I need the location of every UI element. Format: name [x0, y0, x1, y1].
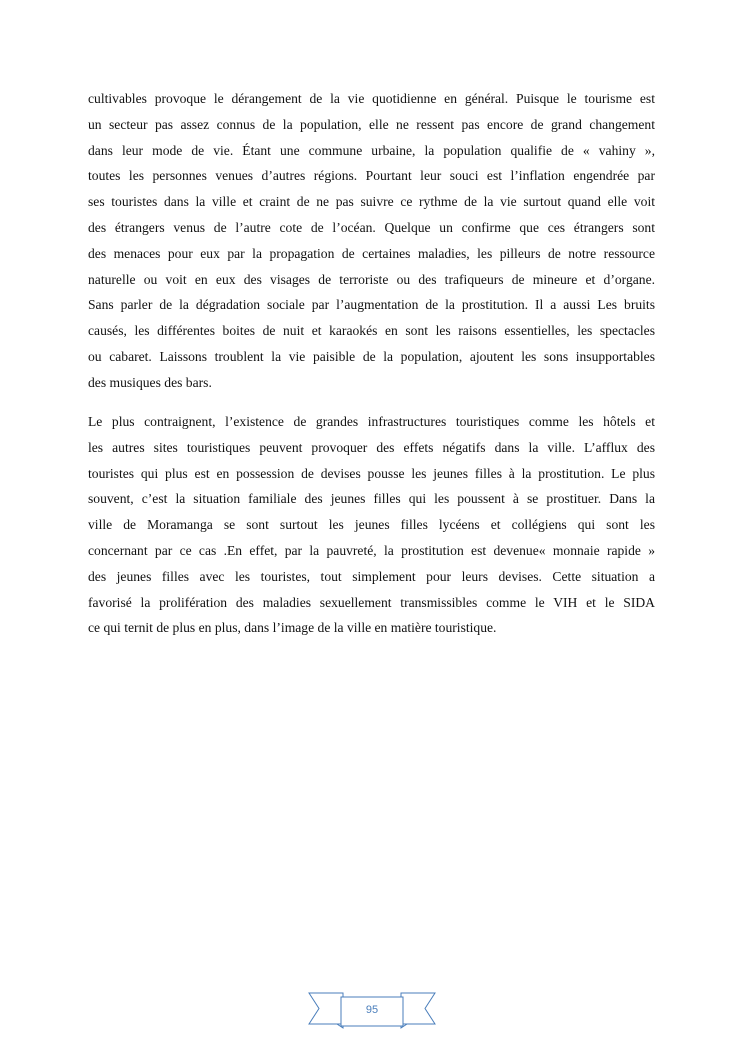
paragraph-line: cultivables provoque le dérangement de la vie quotidienne en général. Puisque le tourisme est — [88, 91, 655, 106]
paragraph-line: naturelle ou voit en eux des visages de terroriste ou des trafiqueurs de mineure et d’organe. — [88, 271, 655, 287]
paragraph-line: favorisé la prolifération des maladies sexuellement transmissibles comme le VIH et le SIDA — [88, 594, 655, 610]
paragraph-line: un secteur pas assez connus de la population, elle ne ressent pas encore de grand changement — [88, 116, 655, 132]
paragraph-line: concernant par ce cas .En effet, par la pauvreté, la prostitution est devenue« monnaie rapide » — [88, 542, 655, 558]
page-number-ribbon — [307, 990, 437, 1030]
paragraph-line: causés, les différentes boites de nuit et karaokés en sont les raisons essentielles, les spectacles — [88, 323, 655, 339]
paragraph-line: ses touristes dans la ville et craint de ne pas suivre ce rythme de la vie surtout quand elle voit — [88, 194, 655, 210]
paragraph-line: dans leur mode de vie. Étant une commune urbaine, la population qualifie de « vahiny », — [88, 142, 655, 158]
paragraph-line: ce qui ternit de plus en plus, dans l’image de la ville en matière touristique. — [88, 620, 497, 636]
paragraph-line: Le plus contraignent, l’existence de grandes infrastructures touristiques comme les hôtels et — [88, 414, 655, 429]
body-paragraph-2 — [88, 409, 655, 641]
paragraph-line: des étrangers venus de l’autre cote de l’océan. Quelque un confirme que ces étrangers sont — [88, 219, 655, 235]
paragraph-line: touristes qui plus est en possession de devises pousse les jeunes filles à la prostitution. Le plus — [88, 465, 655, 481]
paragraph-line: souvent, c’est la situation familiale des jeunes filles qui les poussent à se prostituer. Dans la — [88, 491, 655, 507]
paragraph-line: Sans parler de la dégradation sociale par l’augmentation de la prostitution. Il a aussi Les bruits — [88, 297, 655, 313]
paragraph-line: des musiques des bars. — [88, 374, 212, 390]
paragraph-line: ou cabaret. Laissons troublent la vie paisible de la population, ajoutent les sons insupportables — [88, 348, 655, 364]
body-paragraph-1 — [88, 86, 655, 396]
page-number: 95 — [365, 1004, 379, 1016]
paragraph-line: ville de Moramanga se sont surtout les jeunes filles lycéens et collégiens qui sont les — [88, 517, 655, 533]
paragraph-line: des jeunes filles avec les touristes, tout simplement pour leurs devises. Cette situation a — [88, 568, 655, 584]
paragraph-line: les autres sites touristiques peuvent provoquer des effets négatifs dans la ville. L’afflux des — [88, 439, 655, 455]
paragraph-line: toutes les personnes venues d’autres régions. Pourtant leur souci est l’inflation engendrée par — [88, 168, 655, 184]
paragraph-line: des menaces pour eux par la propagation de certaines maladies, les pilleurs de notre ressource — [88, 245, 655, 261]
